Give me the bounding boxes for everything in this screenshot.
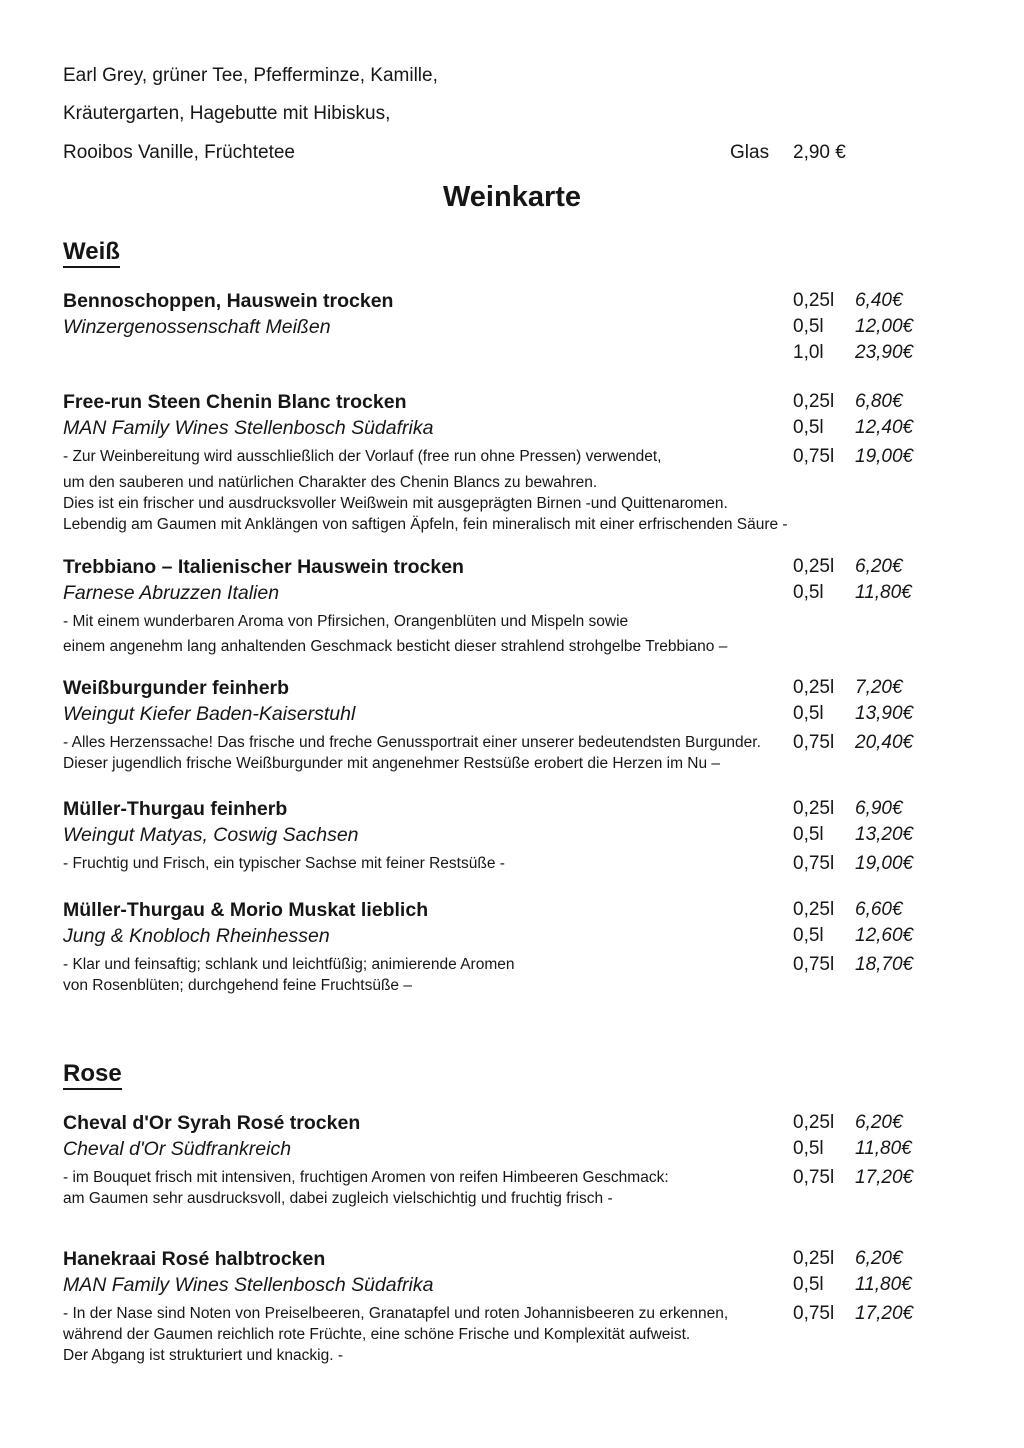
serving-price: 18,70€ bbox=[855, 954, 914, 975]
wine-row bbox=[63, 897, 1024, 923]
wine-name: Müller-Thurgau & Morio Muskat lieblich bbox=[63, 899, 429, 921]
wine-name: Free-run Steen Chenin Blanc trocken bbox=[63, 391, 407, 413]
serving-size: 0,5l bbox=[793, 1274, 824, 1295]
wine-row bbox=[63, 701, 1024, 727]
serving-price: 13,20€ bbox=[855, 824, 914, 845]
wine-desc-line: - im Bouquet frisch mit intensiven, fruchtigen Aromen von reifen Himbeeren Geschmack: bbox=[63, 1169, 669, 1186]
wine-desc-line: - Zur Weinbereitung wird ausschließlich der Vorlauf (free run ohne Pressen) verwendet, bbox=[63, 448, 662, 465]
wine-row bbox=[63, 923, 1024, 949]
wine-row bbox=[63, 1272, 1024, 1298]
wine-row bbox=[63, 580, 1024, 606]
serving-size: 1,0l bbox=[793, 342, 824, 363]
wine-entry bbox=[63, 389, 1024, 535]
wine-entry bbox=[63, 897, 1024, 996]
wine-entry bbox=[63, 1246, 1024, 1366]
wine-row bbox=[63, 415, 1024, 441]
section-heading-rose: Rose bbox=[63, 1060, 1024, 1088]
wine-row bbox=[63, 554, 1024, 580]
tea-line: Kräutergarten, Hagebutte mit Hibiskus, bbox=[63, 103, 391, 124]
wine-winery: Weingut Kiefer Baden-Kaiserstuhl bbox=[63, 703, 356, 725]
wine-winery: Farnese Abruzzen Italien bbox=[63, 582, 280, 604]
wine-row bbox=[63, 340, 1024, 366]
tea-glass-row bbox=[63, 141, 1024, 165]
serving-size: 0,25l bbox=[793, 798, 835, 819]
wine-desc-line: am Gaumen sehr ausdrucksvoll, dabei zugleich vielschichtig und fruchtig frisch - bbox=[63, 1190, 613, 1207]
wine-entry bbox=[63, 1110, 1024, 1209]
wine-desc-line: um den sauberen und natürlichen Charakter des Chenin Blancs zu bewahren. bbox=[63, 474, 598, 491]
wine-row bbox=[63, 1162, 1024, 1209]
wine-description bbox=[63, 732, 793, 774]
wine-description bbox=[63, 853, 793, 874]
wine-name: Müller-Thurgau feinherb bbox=[63, 798, 288, 820]
glass-price: 2,90 € bbox=[793, 142, 846, 163]
section-heading-weiss: Weiß bbox=[63, 238, 1024, 266]
serving-size: 0,25l bbox=[793, 391, 835, 412]
wine-winery: Cheval d'Or Südfrankreich bbox=[63, 1138, 292, 1160]
serving-size: 0,5l bbox=[793, 582, 824, 603]
wine-row bbox=[63, 288, 1024, 314]
serving-size: 0,75l bbox=[793, 1167, 835, 1188]
wine-desc-line: - Alles Herzenssache! Das frische und freche Genussportrait einer unserer bedeutendsten Burgunder. bbox=[63, 734, 761, 751]
serving-price: 7,20€ bbox=[855, 677, 903, 698]
wine-desc-line: - Klar und feinsaftig; schlank und leichtfüßig; animierende Aromen bbox=[63, 956, 515, 973]
wine-row bbox=[63, 314, 1024, 340]
serving-size: 0,25l bbox=[793, 556, 835, 577]
wine-winery: Jung & Knobloch Rheinhessen bbox=[63, 925, 330, 947]
serving-size: 0,25l bbox=[793, 899, 835, 920]
wine-row bbox=[63, 1246, 1024, 1272]
wine-desc-line: von Rosenblüten; durchgehend feine Fruchtsüße – bbox=[63, 977, 412, 994]
serving-price: 12,00€ bbox=[855, 316, 914, 337]
wine-row bbox=[63, 441, 1024, 535]
wine-row bbox=[63, 1110, 1024, 1136]
serving-price: 17,20€ bbox=[855, 1167, 914, 1188]
serving-size: 0,5l bbox=[793, 703, 824, 724]
wine-name: Hanekraai Rosé halbtrocken bbox=[63, 1248, 326, 1270]
serving-price: 6,20€ bbox=[855, 1112, 903, 1133]
wine-desc-line: - Mit einem wunderbaren Aroma von Pfirsichen, Orangenblüten und Mispeln sowie bbox=[63, 613, 629, 630]
wine-entry bbox=[63, 675, 1024, 774]
wine-winery: MAN Family Wines Stellenbosch Südafrika bbox=[63, 1274, 434, 1296]
serving-price: 6,90€ bbox=[855, 798, 903, 819]
serving-size: 0,5l bbox=[793, 316, 824, 337]
wine-row bbox=[63, 675, 1024, 701]
serving-size: 0,75l bbox=[793, 1303, 835, 1324]
serving-price: 6,60€ bbox=[855, 899, 903, 920]
wine-winery: MAN Family Wines Stellenbosch Südafrika bbox=[63, 417, 434, 439]
serving-price: 6,40€ bbox=[855, 290, 903, 311]
wine-name: Weißburgunder feinherb bbox=[63, 677, 290, 699]
wine-row bbox=[63, 848, 1024, 874]
wine-desc-line: Dieser jugendlich frische Weißburgunder mit angenehmer Restsüße erobert die Herzen im Nu – bbox=[63, 755, 721, 772]
tea-line: Rooibos Vanille, Früchtetee bbox=[63, 142, 295, 163]
wine-row bbox=[63, 822, 1024, 848]
wine-row bbox=[63, 606, 1024, 657]
serving-price: 19,00€ bbox=[855, 446, 914, 467]
wine-desc-line: - Fruchtig und Frisch, ein typischer Sachse mit feiner Restsüße - bbox=[63, 855, 505, 872]
wine-desc-line: während der Gaumen reichlich rote Früchte, eine schöne Frische und Komplexität aufweist. bbox=[63, 1326, 691, 1343]
tea-line: Earl Grey, grüner Tee, Pfefferminze, Kamille, bbox=[63, 65, 438, 86]
wine-description bbox=[63, 954, 793, 996]
serving-size: 0,5l bbox=[793, 1138, 824, 1159]
serving-size: 0,75l bbox=[793, 954, 835, 975]
serving-price: 11,80€ bbox=[855, 1138, 912, 1159]
wine-description bbox=[63, 1303, 793, 1366]
serving-price: 17,20€ bbox=[855, 1303, 914, 1324]
serving-price: 19,00€ bbox=[855, 853, 914, 874]
glass-label: Glas bbox=[730, 142, 770, 163]
serving-price: 23,90€ bbox=[855, 342, 914, 363]
wine-entry bbox=[63, 554, 1024, 657]
serving-price: 11,80€ bbox=[855, 1274, 912, 1295]
wine-winery: Weingut Matyas, Coswig Sachsen bbox=[63, 824, 359, 846]
wine-description bbox=[63, 1167, 793, 1209]
serving-size: 0,5l bbox=[793, 925, 824, 946]
serving-price: 6,80€ bbox=[855, 391, 903, 412]
serving-price: 6,20€ bbox=[855, 556, 903, 577]
wine-name: Trebbiano – Italienischer Hauswein trocken bbox=[63, 556, 464, 578]
wine-entry bbox=[63, 288, 1024, 366]
wine-name: Bennoschoppen, Hauswein trocken bbox=[63, 290, 394, 312]
serving-price: 20,40€ bbox=[855, 732, 914, 753]
wine-row bbox=[63, 796, 1024, 822]
wine-desc-line: einem angenehm lang anhaltenden Geschmack besticht dieser strahlend strohgelbe Trebbiano – bbox=[63, 638, 728, 655]
serving-size: 0,75l bbox=[793, 732, 835, 753]
page-title: Weinkarte bbox=[442, 181, 582, 213]
serving-price: 11,80€ bbox=[855, 582, 912, 603]
serving-size: 0,25l bbox=[793, 290, 835, 311]
serving-price: 13,90€ bbox=[855, 703, 914, 724]
serving-size: 0,5l bbox=[793, 417, 824, 438]
serving-price: 12,60€ bbox=[855, 925, 914, 946]
serving-price: 12,40€ bbox=[855, 417, 914, 438]
wine-name: Cheval d'Or Syrah Rosé trocken bbox=[63, 1112, 361, 1134]
serving-price: 6,20€ bbox=[855, 1248, 903, 1269]
wine-row bbox=[63, 949, 1024, 996]
serving-size: 0,75l bbox=[793, 446, 835, 467]
wine-description bbox=[63, 611, 793, 657]
wine-desc-line: Dies ist ein frischer und ausdrucksvoller Weißwein mit ausgeprägten Birnen -und Quittenaromen. bbox=[63, 495, 728, 512]
serving-size: 0,25l bbox=[793, 677, 835, 698]
wine-entry bbox=[63, 796, 1024, 874]
wine-desc-line: Der Abgang ist strukturiert und knackig. - bbox=[63, 1347, 343, 1364]
serving-size: 0,25l bbox=[793, 1248, 835, 1269]
wine-row bbox=[63, 727, 1024, 774]
wine-row bbox=[63, 1298, 1024, 1366]
serving-size: 0,25l bbox=[793, 1112, 835, 1133]
serving-size: 0,5l bbox=[793, 824, 824, 845]
wine-row bbox=[63, 1136, 1024, 1162]
wine-description bbox=[63, 446, 793, 535]
serving-size: 0,75l bbox=[793, 853, 835, 874]
wine-desc-line: Lebendig am Gaumen mit Anklängen von saftigen Äpfeln, fein mineralisch mit einer erfrischenden Säure - bbox=[63, 516, 788, 533]
wine-desc-line: - In der Nase sind Noten von Preiselbeeren, Granatapfel und roten Johannisbeeren zu erkennen, bbox=[63, 1305, 729, 1322]
wine-row bbox=[63, 389, 1024, 415]
wine-winery: Winzergenossenschaft Meißen bbox=[63, 316, 331, 338]
